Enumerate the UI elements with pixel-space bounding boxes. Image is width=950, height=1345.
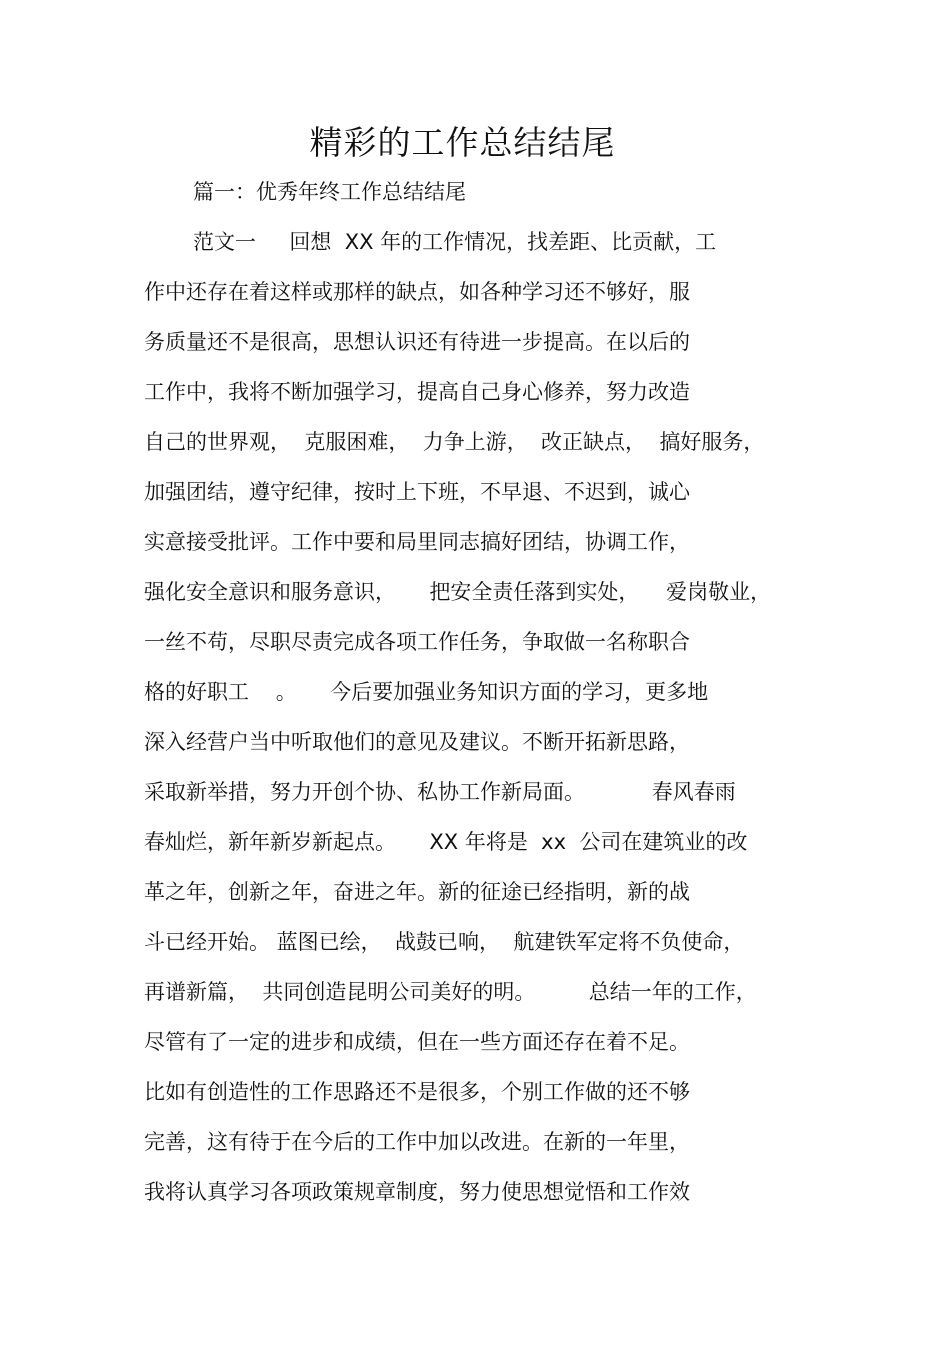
body-line-4: 工作中，我将不断加强学习，提高自己身心修养，努力改造: [144, 380, 690, 404]
body-line-3: 务质量还不是很高，思想认识还有待进一步提高。在以后的: [144, 330, 690, 354]
body-line-1: 范文一 回想 XX 年的工作情况，找差距、比贡献，工: [193, 230, 717, 254]
body-line-10: 格的好职工 。 今后要加强业务知识方面的学习，更多地: [144, 680, 709, 704]
body-line-16: 再谱新篇， 共同创造昆明公司美好的明。 总结一年的工作，: [144, 980, 757, 1004]
document-subtitle: 篇一：优秀年终工作总结结尾: [193, 180, 466, 204]
document-body: [144, 227, 824, 1227]
body-line-6: 加强团结，遵守纪律，按时上下班，不早退、不迟到，诚心: [144, 480, 690, 504]
body-line-13: 春灿烂，新年新岁新起点。 XX 年将是 xx 公司在建筑业的改: [144, 830, 748, 854]
body-line-14: 革之年，创新之年，奋进之年。新的征途已经指明，新的战: [144, 880, 690, 904]
body-line-20: 我将认真学习各项政策规章制度，努力使思想觉悟和工作效: [144, 1180, 690, 1204]
body-line-18: 比如有创造性的工作思路还不是很多，个别工作做的还不够: [144, 1080, 690, 1104]
body-line-17: 尽管有了一定的进步和成绩，但在一些方面还存在着不足。: [144, 1030, 690, 1054]
body-line-8: 强化安全意识和服务意识， 把安全责任落到实处， 爱岗敬业，: [144, 580, 772, 604]
body-line-15: 斗已经开始。 蓝图已绘， 战鼓已响， 航建铁军定将不负使命，: [144, 930, 745, 954]
body-line-2: 作中还存在着这样或那样的缺点，如各种学习还不够好，服: [144, 280, 690, 304]
body-line-12: 采取新举措，努力开创个协、私协工作新局面。 春风春雨: [144, 780, 736, 804]
body-line-5: 自己的世界观， 克服困难， 力争上游， 改正缺点， 搞好服务，: [144, 430, 765, 454]
document-title: 精彩的工作总结结尾: [309, 123, 616, 162]
body-line-11: 深入经营户当中听取他们的意见及建议。不断开拓新思路，: [144, 730, 690, 754]
body-line-9: 一丝不苟，尽职尽责完成各项工作任务，争取做一名称职合: [144, 630, 690, 654]
body-line-7: 实意接受批评。工作中要和局里同志搞好团结，协调工作，: [144, 530, 690, 554]
body-line-19: 完善，这有待于在今后的工作中加以改进。在新的一年里，: [144, 1130, 690, 1154]
